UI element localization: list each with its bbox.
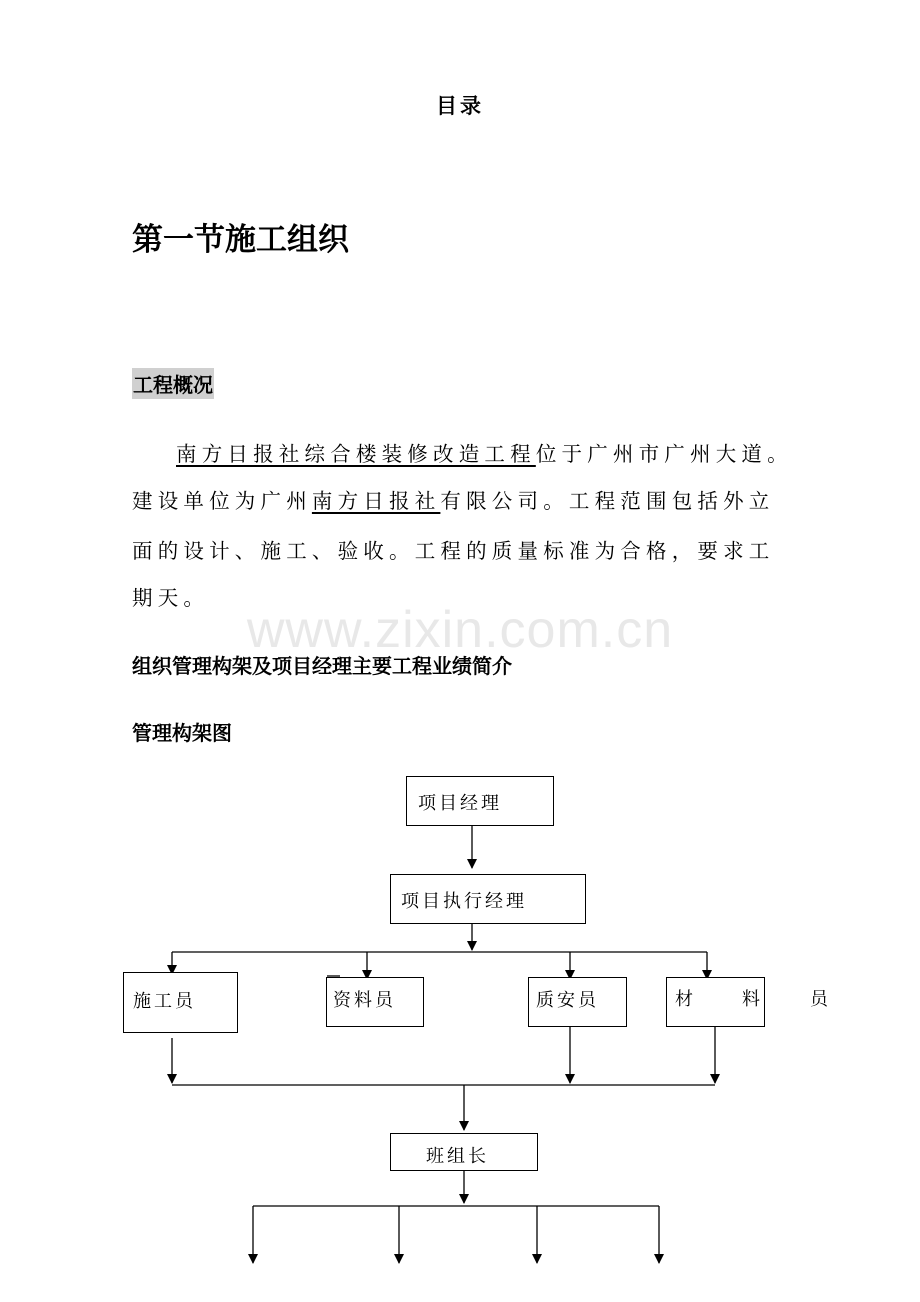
label-materials-3: 员	[810, 989, 828, 1010]
chart-heading: 管理构架图	[132, 721, 232, 745]
label-materials-2: 料	[742, 989, 760, 1010]
company-name: 南方日报社	[311, 489, 441, 513]
toc-title: 目录	[436, 94, 484, 118]
project-name: 南方日报社综合楼装修改造工程	[176, 442, 536, 466]
label-team-leader: 班组长	[426, 1146, 489, 1167]
line2-text: 有限公司。工程范围包括外立	[440, 489, 775, 513]
section-title: 第一节施工组织	[132, 222, 349, 258]
box-quality-safety	[528, 977, 627, 1027]
box-document-clerk	[326, 977, 424, 1027]
label-quality-safety: 质安员	[536, 990, 599, 1011]
org-heading: 组织管理构架及项目经理主要工程业绩简介	[132, 654, 512, 678]
box-executive-manager	[390, 874, 586, 924]
label-materials-1: 材	[675, 989, 693, 1010]
line2-prefix: 建设单位为广州	[132, 489, 312, 513]
overview-heading: 工程概况	[132, 368, 214, 399]
watermark: www.zixin.com.cn	[246, 601, 674, 659]
box-team-leader	[390, 1133, 538, 1171]
overview-paragraph-line-3: 面的设计、施工、验收。工程的质量标准为合格，要求工	[132, 539, 775, 563]
overview-paragraph-line-4: 期天。	[132, 586, 210, 610]
label-constructor: 施工员	[133, 991, 196, 1012]
label-executive-manager: 项目执行经理	[401, 891, 527, 912]
label-document-clerk: 资料员	[333, 990, 396, 1011]
label-project-manager: 项目经理	[418, 793, 502, 814]
line1-text: 位于广州市广州大道。	[535, 442, 793, 466]
box-constructor	[123, 972, 238, 1033]
box-project-manager	[406, 776, 554, 826]
